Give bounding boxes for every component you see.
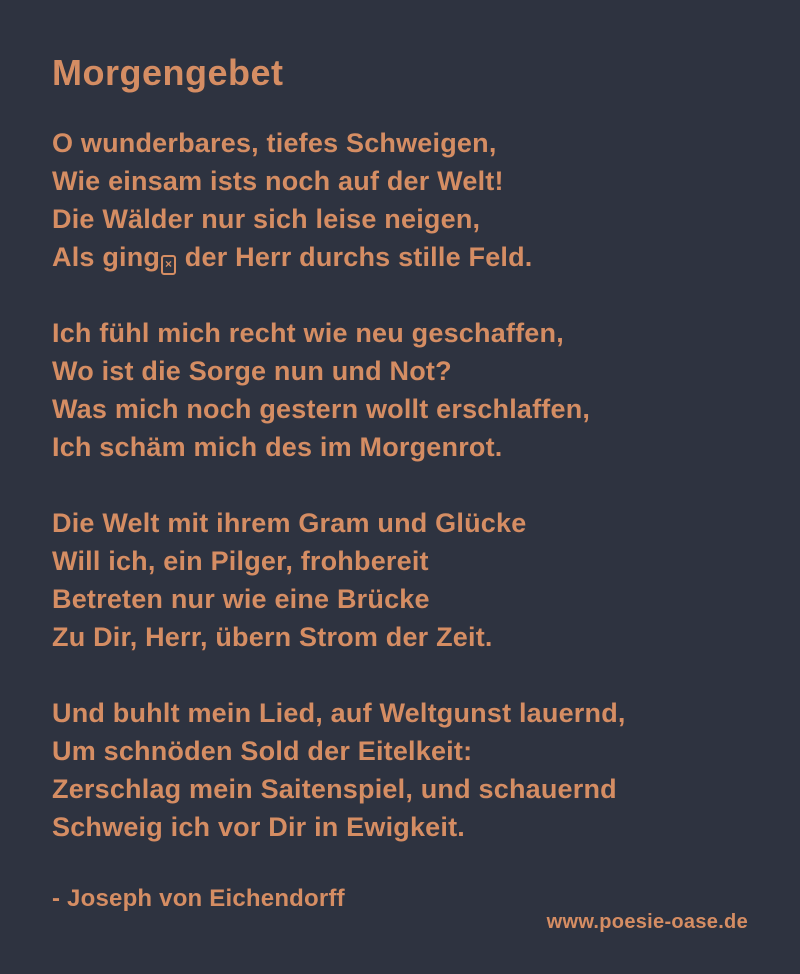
stanza	[52, 314, 748, 466]
poem-line: Schweig ich vor Dir in Ewigkeit.	[52, 812, 465, 842]
poem-line: Die Welt mit ihrem Gram und Glücke	[52, 508, 527, 538]
stanza	[52, 694, 748, 846]
stanza	[52, 504, 748, 656]
missing-glyph-icon: ×	[161, 255, 176, 275]
poem-line: Ich schäm mich des im Morgenrot.	[52, 432, 503, 462]
author-attribution: - Joseph von Eichendorff	[52, 885, 345, 912]
poem-line: Betreten nur wie eine Brücke	[52, 584, 430, 614]
poem-line: Die Wälder nur sich leise neigen,	[52, 204, 481, 234]
poem-body	[52, 124, 748, 846]
poem-line: Wie einsam ists noch auf der Welt!	[52, 166, 504, 196]
stanza	[52, 124, 748, 276]
poem-line: Als ging × der Herr durchs stille Feld.	[52, 238, 748, 276]
poem-line: Um schnöden Sold der Eitelkeit:	[52, 736, 473, 766]
poem-line: Zerschlag mein Saitenspiel, und schauernd	[52, 774, 617, 804]
website-watermark: www.poesie-oase.de	[546, 911, 748, 933]
poem-line: Und buhlt mein Lied, auf Weltgunst lauernd,	[52, 698, 626, 728]
poem-line: Wo ist die Sorge nun und Not?	[52, 356, 452, 386]
poem-line: Will ich, ein Pilger, frohbereit	[52, 546, 429, 576]
poem-title: Morgengebet	[52, 52, 284, 93]
poem-line: O wunderbares, tiefes Schweigen,	[52, 128, 497, 158]
poem-line: Was mich noch gestern wollt erschlaffen,	[52, 394, 591, 424]
poem-line: Zu Dir, Herr, übern Strom der Zeit.	[52, 622, 493, 652]
poem-line: Ich fühl mich recht wie neu geschaffen,	[52, 318, 564, 348]
